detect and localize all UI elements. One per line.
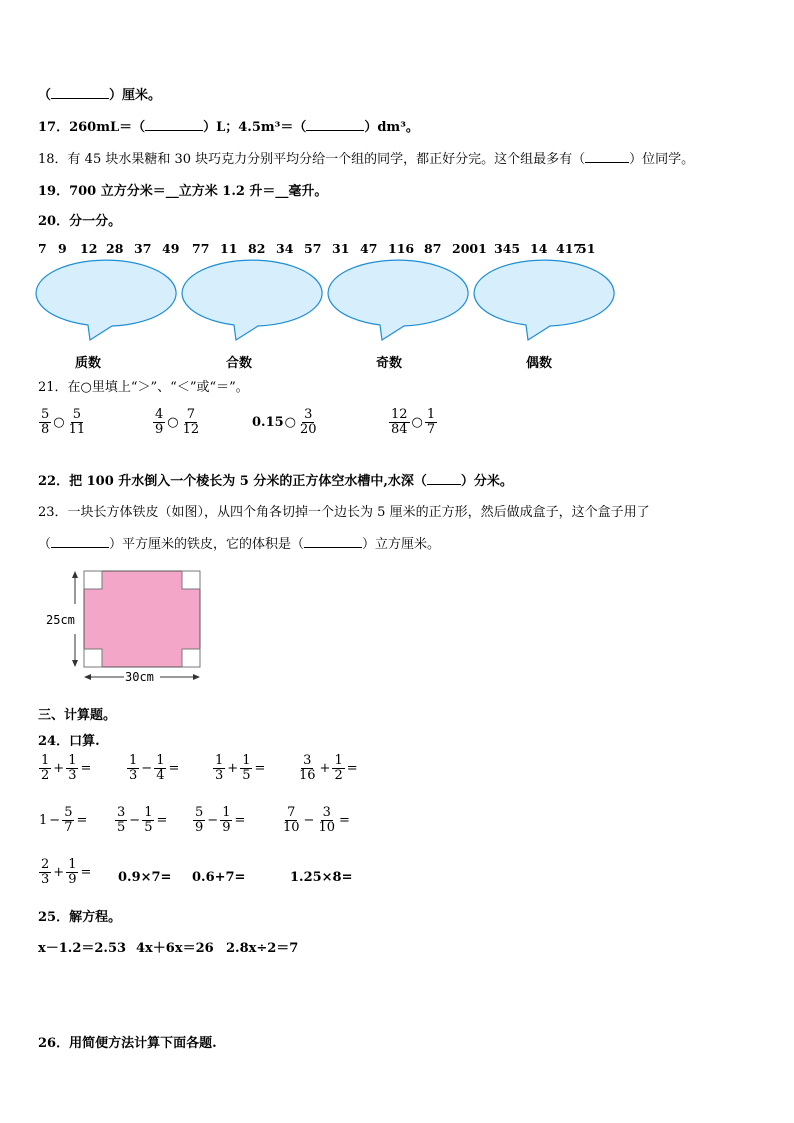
answer-blank[interactable] [585,150,629,163]
fraction: $\frac{4}{9}$ [155,407,164,437]
oral-calc-7: $\frac{5}{9}$ − $\frac{1}{9}$ = [195,805,246,835]
question-24-title: 24．口算. [38,734,100,749]
compare-circle[interactable]: ○ [53,415,65,430]
number-item: 11 [220,241,238,256]
number-item: 47 [360,241,378,256]
compare-item-4 [388,408,438,437]
question-22: 22．把 100 升水倒入一个棱长为 5 分米的正方体空水槽中,水深（ ）分米。 [38,474,513,489]
oral-calc-3: $\frac{1}{3}$ + $\frac{1}{5}$ = [215,753,266,783]
question-17: 17．260mL＝（ ）L；4.5m³＝（ ）dm³。 [38,120,419,135]
oral-calc-6: $\frac{3}{5}$ − $\frac{1}{5}$ = [117,805,168,835]
corner-square [182,571,200,589]
compare-circle[interactable]: ○ [284,415,297,430]
label-even: 偶数 [526,356,553,371]
answer-blank[interactable] [427,472,461,485]
answer-bubble[interactable] [328,260,468,340]
fraction: $\frac{5}{8}$ [41,407,50,437]
number-item: 82 [248,241,266,256]
number-item: 37 [134,241,152,256]
number-item: 9 [58,241,67,256]
oral-calc-1: $\frac{1}{2}$ + $\frac{1}{3}$ = [41,753,92,783]
label-prime: 质数 [75,356,102,371]
label-composite: 合数 [226,356,253,371]
oral-calc-9: $\frac{2}{3}$ + $\frac{1}{9}$ = [41,857,92,887]
oral-calc-11: 0.6+7= [192,870,246,885]
height-label: 25cm [46,613,75,627]
number-item: 49 [162,241,180,256]
answer-blank[interactable] [306,118,364,131]
fraction: $\frac{5}{11}$ [68,407,86,437]
oral-calc-10: 0.9×7= [118,870,172,885]
answer-blank[interactable] [145,118,203,131]
corner-square [84,571,102,589]
answer-bubble[interactable] [182,260,322,340]
fraction: $\frac{3}{20}$ [300,407,317,437]
number-item: 345 [494,241,521,256]
number-item: 28 [106,241,124,256]
oral-calc-4: $\frac{3}{16}$ + $\frac{1}{2}$ = [299,753,358,783]
equation-3: 2.8x÷2＝7 [226,941,299,956]
compare-circle[interactable]: ○ [411,415,423,430]
compare-item-3: 0.15○ $\frac{3}{20}$ [252,407,317,437]
answer-bubble[interactable] [36,260,176,340]
question-18: 18．有 45 块水果糖和 30 块巧克力分别平均分给一个组的同学，都正好分完。这个组最多有（ ）位同学。 [38,152,695,167]
question-23-line1: 23．一块长方体铁皮（如图），从四个角各切掉一个边长为 5 厘米的正方形，然后做成盒子，这个盒子用了 [38,505,650,520]
number-item: 12 [80,241,98,256]
fraction: $\frac{7}{12}$ [182,407,200,437]
number-item: 77 [192,241,210,256]
compare-item-2 [152,408,202,437]
equation-2: 4x＋6x＝26 [136,941,214,956]
equation-1: x－1.2＝2.53 [38,941,127,956]
number-item: 417 [556,241,583,256]
question-20-title: 20．分一分。 [38,214,122,229]
answer-blank[interactable] [51,535,109,548]
oral-calc-8: $\frac{7}{10}$ − $\frac{3}{10}$ = [283,805,350,835]
q16-tail: （ ）厘米。 [38,88,162,103]
compare-circle[interactable]: ○ [167,415,179,430]
answer-blank[interactable] [51,86,109,99]
question-21-title: 21．在○里填上“＞”、“＜”或“＝”。 [38,380,249,395]
number-item: 51 [578,241,596,256]
question-26-title: 26．用简便方法计算下面各题. [38,1036,217,1051]
oral-calc-2: $\frac{1}{3}$ − $\frac{1}{4}$ = [129,753,180,783]
number-item: 2001 [452,241,487,256]
number-item: 34 [276,241,294,256]
width-label: 30cm [125,670,154,684]
answer-bubble[interactable] [474,260,614,340]
answer-blank[interactable] [304,535,362,548]
section-3-title: 三、计算题。 [38,708,117,723]
number-item: 7 [38,241,47,256]
number-item: 31 [332,241,350,256]
question-23-line2: （ ）平方厘米的铁皮，它的体积是（ ）立方厘米。 [38,537,441,552]
corner-square [84,649,102,667]
number-item: 14 [530,241,548,256]
oral-calc-5: 1 − $\frac{5}{7}$ = [39,805,88,835]
number-item: 87 [424,241,442,256]
fraction: $\frac{12}{84}$ [391,407,408,437]
number-item: 57 [304,241,322,256]
sheet-figure [42,564,242,688]
label-odd: 奇数 [376,356,403,371]
number-item: 116 [388,241,415,256]
compare-item-1 [38,408,88,437]
question-19: 19．700 立方分米＝__立方米 1.2 升＝__毫升。 [38,184,328,199]
corner-square [182,649,200,667]
oral-calc-12: 1.25×8= [290,870,353,885]
fraction: $\frac{1}{7}$ [426,407,436,437]
question-25-title: 25．解方程。 [38,910,122,925]
